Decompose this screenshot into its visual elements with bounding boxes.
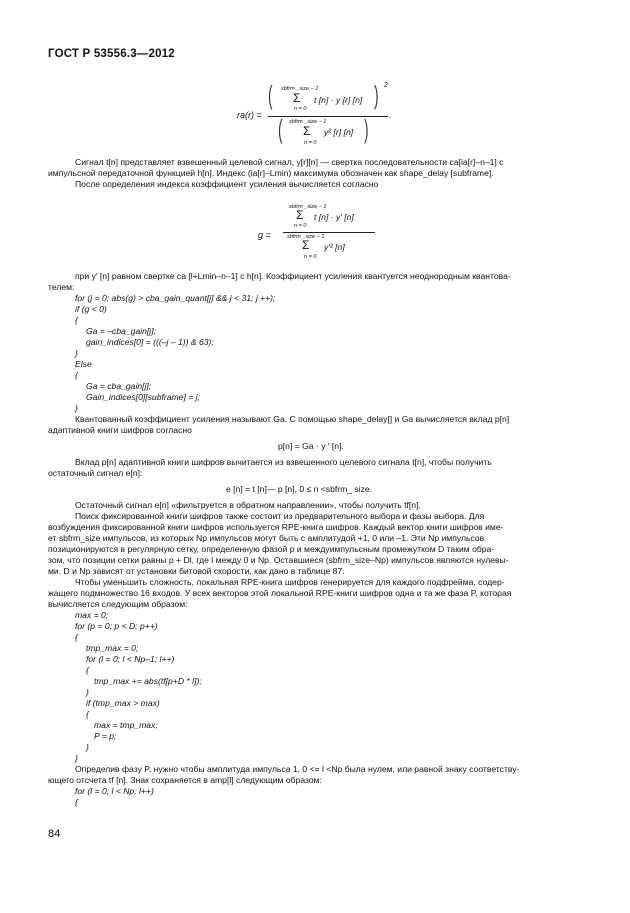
code-line: for (l = 0; l < Np; l++) bbox=[75, 786, 154, 796]
code-line: { bbox=[75, 370, 78, 380]
sum-icon: Σ bbox=[302, 238, 310, 252]
code-line: P = p; bbox=[94, 731, 117, 741]
page-number: 84 bbox=[48, 828, 61, 840]
formula2-num-limit-top: sbfrm _size − 1 bbox=[289, 204, 327, 210]
code-line: } bbox=[75, 753, 78, 763]
document-header: ГОСТ Р 53556.3—2012 bbox=[48, 48, 175, 60]
text-line: при y′ [n] равном свертке ca [l+Lmin–n–1] с h[n]. Коэффициент усиления квантуется неоднородным квантова- bbox=[75, 271, 511, 281]
code-line: { bbox=[75, 315, 78, 325]
text-line: импульсной передаточной функцией h[n]. Индекс (ia[r]–Lmin) максимума обозначен как shape_delay [subframe]. bbox=[48, 168, 494, 178]
formula2-lhs: g = bbox=[258, 230, 271, 240]
code-line: gain_indices[0] = (((–j – 1)) & 63); bbox=[86, 337, 214, 347]
sum-icon: Σ bbox=[293, 91, 301, 105]
formula1-den-limit-top: sbfrm _size − 1 bbox=[289, 119, 327, 125]
text-line: возбуждения фиксированной книги шифров используется RPE-книга шифров. Каждый вектор книги шифров име- bbox=[48, 522, 504, 532]
text-line: позиционируются в регулярную сетку, определенную фазой p и междуимпульсным промежутком D таким обра- bbox=[48, 544, 495, 554]
code-line: for (l = 0; l < Np–1; l++) bbox=[86, 654, 175, 664]
inline-formula: e [n] = t [n]— p [n], 0 ≤ n <sbfrm_ size. bbox=[226, 484, 373, 494]
text-line: ющего отсчета tf [n]. Знак сохраняется в amp[l] следующим образом: bbox=[48, 775, 322, 785]
text-line: Квантованный коэффициент усиления называют Ga. С помощью shape_delay[] и Ga вычисляется вклад p[n] bbox=[75, 414, 510, 424]
formula1-den-paren-left: ( bbox=[278, 114, 283, 144]
formula1-den-body: y² [r] [n] bbox=[324, 127, 354, 137]
text-line: После определения индекса коэффициент усиления вычисляется согласно bbox=[75, 179, 379, 189]
sum-icon: Σ bbox=[296, 208, 304, 222]
text-line: ми. D и Np зависят от установки битовой скорости, как дано в таблице 87. bbox=[48, 566, 345, 576]
formula1-lhs: ra(r) = bbox=[237, 110, 262, 120]
code-line: } bbox=[86, 687, 89, 697]
formula1-end: . bbox=[389, 110, 392, 120]
code-line: { bbox=[86, 665, 89, 675]
code-line: max = tmp_max; bbox=[94, 720, 158, 730]
text-line: вычисляется следующим образом: bbox=[48, 599, 188, 609]
text-line: Определив фазу P, нужно чтобы амплитуда импульса 1, 0 <= l <Np была нулем, или равной знаку соответству- bbox=[75, 764, 520, 774]
code-line: for (p = 0; p < D; p++) bbox=[75, 621, 158, 631]
formula2-num-body: t [n] · y′ [n] bbox=[314, 212, 354, 222]
text-line: телем: bbox=[48, 282, 75, 292]
text-line: Чтобы уменьшить сложность, локальная RPE-книга шифров генерируется для каждого подфрейма, содер- bbox=[75, 577, 505, 587]
sum-icon: Σ bbox=[303, 124, 311, 138]
code-line: if (tmp_max > max) bbox=[86, 698, 160, 708]
code-line: } bbox=[75, 403, 78, 413]
formula2-den-body: y′² [n] bbox=[324, 242, 345, 252]
code-line: tmp_max += abs(tf[p+D * l]); bbox=[94, 676, 202, 686]
formula2-den-limit-top: sbfrm _size − 1 bbox=[287, 234, 325, 240]
formula1-paren-right: ) bbox=[374, 80, 379, 110]
text-line: остаточный сигнал e[n]: bbox=[48, 468, 143, 478]
formula2-den-limit-bot: n = 0 bbox=[304, 254, 317, 260]
text-line: Поиск фиксированной книги шифров также состоит из предварительного выбора и фазы выбора. Для bbox=[75, 511, 485, 521]
code-line: Ga = –cba_gain[j]; bbox=[86, 326, 156, 336]
code-line: max = 0; bbox=[75, 610, 109, 620]
formula1-num-body: t [n] · y [r] [n] bbox=[314, 95, 363, 105]
formula1-num-limit-bot: n = 0 bbox=[294, 106, 307, 112]
code-line: { bbox=[75, 632, 78, 642]
formula1-fraction-bar bbox=[268, 116, 388, 117]
formula1-num-exp: 2 bbox=[384, 82, 388, 89]
formula2-fraction-bar bbox=[283, 232, 375, 233]
code-line: { bbox=[86, 709, 89, 719]
text-line: Сигнал t[n] представляет взвешенный целевой сигнал, y[r][n] — свертка последовательности ca[ia[r]–n–1] с bbox=[75, 157, 504, 167]
formula1-den-paren-right: ) bbox=[364, 114, 369, 144]
code-line: tmp_max = 0; bbox=[86, 643, 139, 653]
code-line: } bbox=[75, 348, 78, 358]
code-line: for (j = 0; abs(g) > cba_gain_quant[j] && j < 31; j ++); bbox=[75, 293, 276, 303]
code-line: { bbox=[75, 797, 78, 807]
inline-formula: p[n] = Ga · y ′ [n]. bbox=[278, 441, 344, 451]
formula1-num-limit-top: sbfrm _size − 1 bbox=[281, 86, 319, 92]
text-line: зом, что позиции сетки равны p + Dl, где l между 0 и Np. Оставшиеся (sbfrm_size–Np) импульсов являются нулевы- bbox=[48, 555, 509, 565]
text-line: жащего подмножество 16 входов. У всех векторов этой локальной RPE-книги шифров одна и та же фаза P, которая bbox=[48, 588, 512, 598]
formula1-den-limit-bot: n = 0 bbox=[304, 140, 317, 146]
code-line: } bbox=[86, 742, 89, 752]
formula2-num-limit-bot: n = 0 bbox=[294, 223, 307, 229]
text-line: Вклад p[n] адаптивной книги шифров вычитается из взвешенного целевого сигнала t[n], чтобы получить bbox=[75, 457, 492, 467]
code-line: Else bbox=[75, 359, 92, 369]
formula1-paren-left: ( bbox=[268, 80, 273, 110]
text-line: Остаточный сигнал e[n] «фильтруется в обратном направлении», чтобы получить tf[n]. bbox=[75, 500, 421, 510]
text-line: адаптивной книги шифров согласно bbox=[48, 425, 192, 435]
code-line: if (g < 0) bbox=[75, 304, 107, 314]
text-line: ет sbfrm_size импульсов, из которых Np импульсов могут быть с амплитудой +1, 0 или –1. Эти Np импульсов bbox=[48, 533, 485, 543]
code-line: Ga = cba_gain[j]; bbox=[86, 381, 152, 391]
code-line: Gain_indices[0][subframe] = j; bbox=[86, 392, 200, 402]
